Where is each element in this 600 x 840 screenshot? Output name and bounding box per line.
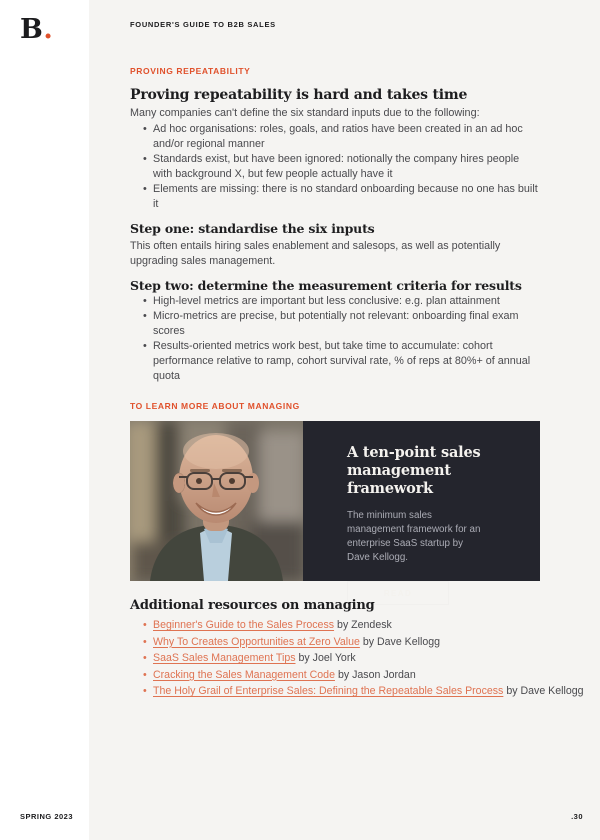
section-heading: Proving repeatability is hard and takes time xyxy=(130,87,468,103)
resource-link[interactable]: SaaS Sales Management Tips xyxy=(153,652,296,664)
promo-card xyxy=(130,421,540,598)
footer-issue-label: SPRING 2023 xyxy=(20,812,74,821)
promo-text-panel xyxy=(303,421,540,598)
section-kicker-proving: PROVING REPEATABILITY xyxy=(130,66,251,76)
section-kicker-learn-more: TO LEARN MORE ABOUT MANAGING xyxy=(130,401,300,411)
step-two-heading: Step two: determine the measurement criteria for results xyxy=(130,278,522,293)
bullet-item: • High-level metrics are important but less conclusive: e.g. plan attainment xyxy=(130,294,540,309)
resource-link[interactable]: Cracking the Sales Management Code xyxy=(153,668,335,681)
portrait-photo xyxy=(130,421,303,581)
resource-attribution: by Zendesk xyxy=(337,619,392,631)
resource-link[interactable]: Beginner's Guide to the Sales Process xyxy=(153,619,335,631)
resource-link-list xyxy=(130,617,584,700)
proving-bullet-list xyxy=(130,122,540,212)
resource-attribution: by Jason Jordan xyxy=(337,668,416,681)
resource-list-item xyxy=(130,667,540,684)
bullet-item: • Micro-metrics are precise, but potentially not relevant: onboarding final exam scores xyxy=(130,309,540,339)
resource-list-item xyxy=(130,650,540,667)
left-margin-strip xyxy=(0,0,89,840)
step-one-heading: Step one: standardise the six inputs xyxy=(130,221,375,236)
step-two-bullet-list xyxy=(130,294,540,384)
bullet-item: • Standards exist, but have been ignored: notionally the company hires people with background X, but few people actually have it xyxy=(130,152,540,182)
resource-attribution: by Dave Kellogg xyxy=(506,685,584,697)
brand-logo xyxy=(20,14,53,45)
resource-list-item xyxy=(130,634,540,651)
promo-description: The minimum sales management framework for an enterprise SaaS startup by Dave Kellogg. xyxy=(347,510,481,563)
resource-attribution: by Joel York xyxy=(298,652,356,664)
resource-link[interactable]: The Holy Grail of Enterprise Sales: Defining the Repeatable Sales Process xyxy=(153,685,504,697)
resource-list-item xyxy=(130,617,540,634)
step-one-body: This often entails hiring sales enablement and salesops, as well as potentially upgrading sales management. xyxy=(130,240,501,267)
main-content xyxy=(130,66,584,700)
bullet-item: • Ad hoc organisations: roles, goals, and ratios have been created in an ad hoc and/or regional manner xyxy=(130,122,540,152)
resources-heading: Additional resources on managing xyxy=(130,598,375,613)
bullet-item: • Results-oriented metrics work best, but take time to accumulate: cohort performance relative to ramp, cohort survival rate, % of reps at 80%+ of annual quota xyxy=(130,339,540,384)
resource-attribution: by Dave Kellogg xyxy=(362,635,441,648)
bullet-item: • Elements are missing: there is no standard onboarding because no one has built it xyxy=(130,182,540,212)
read-button[interactable]: READ xyxy=(347,581,449,605)
footer-page-number: .30 xyxy=(571,812,583,821)
resource-link[interactable]: Why To Creates Opportunities at Zero Value xyxy=(153,635,360,648)
document-title-header: FOUNDER'S GUIDE TO B2B SALES xyxy=(130,20,276,29)
brand-letter: B xyxy=(20,14,44,45)
section-intro: Many companies can't define the six standard inputs due to the following: xyxy=(130,107,480,119)
promo-title: A ten-point sales management framework xyxy=(347,444,481,497)
brand-dot-icon: . xyxy=(43,14,54,45)
resource-list-item xyxy=(130,683,584,700)
